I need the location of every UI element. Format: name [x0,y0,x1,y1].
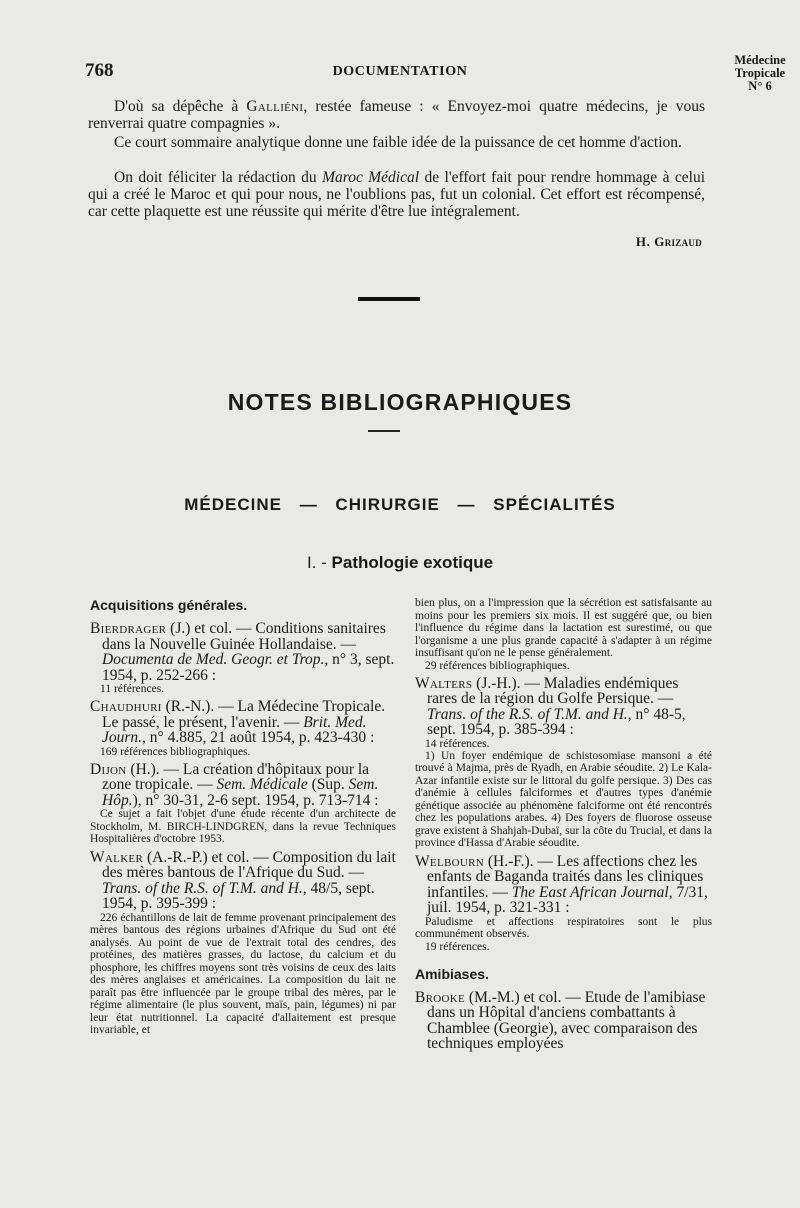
refs-count: 11 références. [100,683,165,695]
refs-count: 14 références. [425,737,490,750]
bib-entry-bierdrager: Bierdrager (J.) et col. — Conditions sanitaires dans la Nouvelle Guinée Hollandaise. — Documenta de Med. Geogr. et Trop., n° 3, sept. 1954, p. 252-266 : [90,620,395,684]
entry-note: Ce sujet a fait l'objet d'une étude récente d'un architecte de Stockholm, M. BIRCH-LINDGREN, dans la revue Techniques Hospitalières d'octobre 1953. [90,808,396,845]
corner-line-2: Tropicale [734,66,786,80]
refs-count: 19 références. [425,940,490,953]
bib-entry-dijon: Dijon (H.). — La création d'hôpitaux pour la zone tropicale. — Sem. Médicale (Sup. Sem. Hôp.), n° 30-31, 2-6 sept. 1954, p. 713-714 : [90,760,379,809]
running-header: DOCUMENTATION [332,64,468,79]
heading-acquisitions: Acquisitions générales. [90,597,248,613]
subsection-title: I. - Pathologie exotique [306,553,494,572]
intro-paragraph-1: D'où sa dépêche à Galliéni, restée fameuse : « Envoyez-moi quatre médecins, je vous renverrai quatre compagnies ». [88,98,706,132]
bib-entry-brooke: Brooke (M.-M.) et col. — Etude de l'amibiase dans un Hôpital d'anciens combattants à Chamblee (Georgie), avec comparaison des techniques employées [415,988,706,1052]
bib-entry-welbourn: Welbourn (H.-F.). — Les affections chez les enfants de Baganda traités dans les cliniques infantiles. — The East African Journal, 7/31, juil. 1954, p. 321-331 : [415,852,708,916]
right-column [415,597,712,1052]
signature: H. Grizaud [635,234,702,249]
bib-entry-walker: Walker (A.-R.-P.) et col. — Composition du lait des mères bantous de l'Afrique du Sud. — Trans. of the R.S. of T.M. and H., 48/5, sept. 1954, p. 395-399 : [90,848,396,912]
left-column [90,598,396,1037]
bib-entry-chaudhuri: Chaudhuri (R.-N.). — La Médecine Tropicale. Le passé, le présent, l'avenir. — Brit. Med. Journ., n° 4.885, 21 août 1954, p. 423-430 : [90,698,386,746]
entry-note: 226 échantillons de lait de femme provenant principalement des mères bantous des régions urbaines d'Afrique du Sud ont été analysés. Au point de vue de l'extrait total des cendres, des protéines, des matières grasses, du lactose, du calcium et du phosphore, les chiffres moyens sont très voisins de ceux des laits des mères anglaises et américaines. La composition du lait ne paraît pas être influencée par le groupe tribal des mères, par le régime alimentaire (le plus souvent, maïs, pain, légumes) ni par leur état nutritionnel. La capacité d'allaitement est presque invariable, et [90,911,396,1036]
intro-paragraph-3: On doit féliciter la rédaction du Maroc Médical de l'effort fait pour rendre hommage à celui qui a créé le Maroc et qui pour nous, ne l'oublions pas, fut un colonial. Cet effort est récompensé, car cette plaquette est une réussite qui mérite d'être lue intégralement. [88,169,706,220]
page-number: 768 [85,60,114,81]
entry-note: 1) Un foyer endémique de schistosomiase mansoni a été trouvé à Majma, près de Ryadh, en Arabie séoudite. 2) Le Kala-Azar infantile existe sur le littoral du golfe persique. 3) Des cas d'anémie à cellules falciformes et d'autres types d'anémie génétique associée au phénomène falciforme ont été rencontrés chez les populations arabes. 4) Des foyers de fluorose osseuse grave existent à Shahjah-Dubaï, sur la côte du Trucial, et dans la province d'Hassa d'Arabie séoudite. [415,749,712,849]
corner-line-3: N° 6 [748,79,772,93]
notes-title: NOTES BIBLIOGRAPHIQUES [227,389,573,415]
journal-title: Maroc Médical [322,169,420,186]
section-title: MÉDECINE — CHIRURGIE — SPÉCIALITÉS [184,495,616,514]
title-rule [368,430,400,432]
refs-count: 169 références bibliographiques. [100,745,251,758]
journal-corner-label [722,54,798,93]
person-name: Galliéni [246,98,304,115]
separator-rule [358,297,420,301]
refs-count: 29 références bibliographiques. [425,659,570,672]
bib-entry-walters: Walters (J.-H.). — Maladies endémiques rares de la région du Golfe Persique. — Trans. of the R.S. of T.M. and H., n° 48-5, sept. 1954, p. 385-394 : [415,674,686,738]
entry-note: Paludisme et affections respiratoires sont le plus communément observés. [415,915,712,940]
heading-amibiases: Amibiases. [415,965,489,982]
continued-note: bien plus, on a l'impression que la sécrétion est satisfaisante au moins pour les premiers six mois. Il est suggéré que, ou bien l'influence du régime dans la lactation est surestimé, ou que l'organisme a une plus grande capacité à s'adapter à un régime insuffisant qu'on ne le pense généralement. [415,597,712,659]
corner-line-1: Médecine [734,53,786,67]
intro-paragraph-2: Ce court sommaire analytique donne une faible idée de la puissance de cet homme d'action. [114,134,682,151]
